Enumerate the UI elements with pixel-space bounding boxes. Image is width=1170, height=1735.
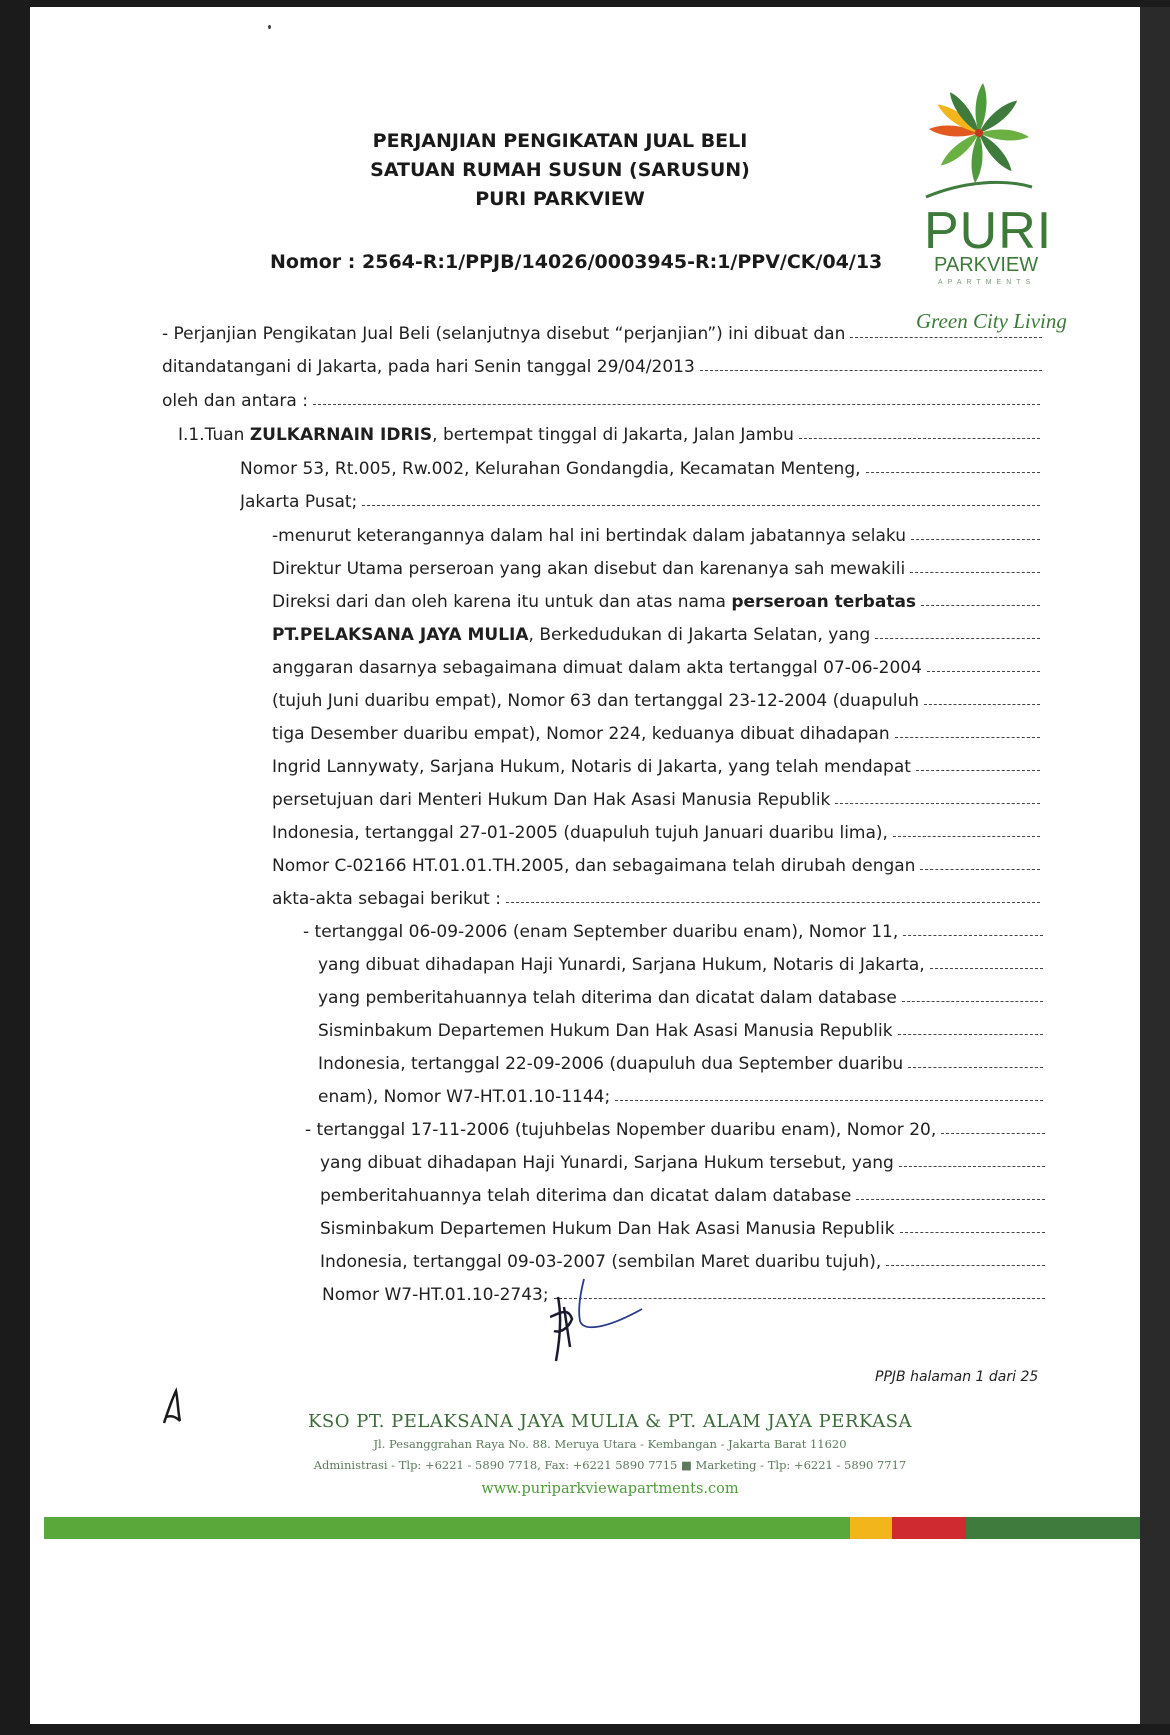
dash-fill — [875, 638, 1040, 639]
dash-fill — [927, 671, 1040, 672]
body-line — [272, 745, 1040, 777]
party-line-2: Nomor 53, Rt.005, Rw.002, Kelurahan Gondangdia, Kecamatan Menteng, — [240, 459, 861, 479]
dash-fill — [506, 902, 1040, 903]
capacity-line-11: Nomor C-02166 HT.01.01.TH.2005, dan sebagaimana telah dirubah dengan — [272, 856, 916, 876]
party-line-1 — [178, 425, 794, 445]
body-line — [178, 413, 1040, 445]
scan-speck — [268, 25, 271, 29]
dash-fill — [799, 438, 1040, 439]
dash-fill — [910, 572, 1040, 573]
logo-wordmark: PURI — [924, 202, 1053, 260]
dash-fill — [941, 1133, 1045, 1134]
footer — [300, 1410, 920, 1502]
body-line — [320, 1240, 1045, 1272]
body-line — [305, 1108, 1045, 1140]
amendment-1-line-1: - tertanggal 06-09-2006 (enam September duaribu enam), Nomor 11, — [303, 922, 899, 942]
dash-fill — [856, 1199, 1045, 1200]
body-line — [318, 943, 1043, 975]
amendment-1-line-5: Indonesia, tertanggal 22-09-2006 (duapuluh dua September duaribu — [318, 1054, 904, 1074]
body-line — [272, 877, 1040, 909]
intro-line-2: ditandatangani di Jakarta, pada hari Senin tanggal 29/04/2013 — [162, 357, 695, 377]
dash-fill — [924, 704, 1040, 705]
title-line-2: SATUAN RUMAH SUSUN (SARUSUN) — [370, 159, 750, 181]
dash-fill — [900, 1232, 1045, 1233]
amendment-2-line-6: Nomor W7-HT.01.10-2743; — [322, 1285, 549, 1305]
capacity-line-8: Ingrid Lannywaty, Sarjana Hukum, Notaris di Jakarta, yang telah mendapat — [272, 757, 911, 777]
capacity-line-5: anggaran dasarnya sebagaimana dimuat dalam akta tertanggal 07-06-2004 — [272, 658, 922, 678]
viewer-edge — [1140, 7, 1170, 1724]
dash-fill — [908, 1067, 1043, 1068]
dash-fill — [850, 337, 1042, 338]
dash-fill — [920, 869, 1040, 870]
capacity-line-4-b: , Berkedudukan di Jakarta Selatan, yang — [528, 625, 871, 645]
dash-fill — [835, 803, 1040, 804]
capacity-line-3 — [272, 592, 916, 612]
dash-fill — [916, 770, 1040, 771]
footer-stripe-dark-green — [966, 1517, 1140, 1539]
body-line — [320, 1174, 1045, 1206]
body-line — [318, 1009, 1043, 1041]
company-name: PT.PELAKSANA JAYA MULIA — [272, 625, 529, 645]
flower-logo-icon — [924, 77, 1034, 202]
amendment-2-line-2: yang dibuat dihadapan Haji Yunardi, Sarjana Hukum tersebut, yang — [320, 1153, 894, 1173]
dash-fill — [930, 968, 1043, 969]
footer-website[interactable]: www.puriparkviewapartments.com — [481, 1481, 739, 1497]
body-line — [272, 514, 1040, 546]
dash-fill — [902, 1001, 1043, 1002]
capacity-line-4 — [272, 625, 870, 645]
footer-stripe-red — [892, 1517, 966, 1539]
dash-fill — [895, 737, 1040, 738]
party-line-1-rest: , bertempat tinggal di Jakarta, Jalan Jambu — [432, 425, 794, 445]
document-page — [30, 7, 1140, 1724]
title-line-1: PERJANJIAN PENGIKATAN JUAL BELI — [372, 130, 748, 152]
logo-tagline: Green City Living — [916, 309, 1067, 333]
body-line — [272, 811, 1040, 843]
capacity-line-3-b: perseroan terbatas — [731, 592, 917, 612]
body-line — [162, 379, 1040, 411]
body-line — [303, 910, 1043, 942]
title-line-3: PURI PARKVIEW — [475, 188, 645, 210]
amendment-2-line-1: - tertanggal 17-11-2006 (tujuhbelas Nopember duaribu enam), Nomor 20, — [305, 1120, 937, 1140]
capacity-line-3-a: Direksi dari dan oleh karena itu untuk dan atas nama — [272, 592, 732, 612]
capacity-line-2: Direktur Utama perseroan yang akan disebut dan karenanya sah mewakili — [272, 559, 906, 579]
logo-subname: PARKVIEW — [934, 254, 1039, 276]
dash-fill — [866, 472, 1040, 473]
dash-fill — [903, 935, 1043, 936]
footer-contact: Administrasi - Tlp: +6221 - 5890 7718, Fax: +6221 5890 7715 ■ Marketing - Tlp: +6221 - 5890 7717 — [313, 1458, 907, 1472]
dash-fill — [313, 404, 1040, 405]
footer-company: KSO PT. PELAKSANA JAYA MULIA & PT. ALAM JAYA PERKASA — [307, 1411, 912, 1432]
signature-mark — [550, 1277, 670, 1372]
intro-line-1: - Perjanjian Pengikatan Jual Beli (selanjutnya disebut “perjanjian”) ini dibuat dan — [162, 324, 846, 344]
body-line — [272, 547, 1040, 579]
body-line — [240, 480, 1040, 512]
dash-fill — [899, 1166, 1045, 1167]
dash-fill — [362, 505, 1040, 506]
document-number: Nomor : 2564-R:1/PPJB/14026/0003945-R:1/PPV/CK/04/13 — [270, 251, 883, 273]
footer-address: Jl. Pesanggrahan Raya No. 88. Meruya Utara - Kembangan - Jakarta Barat 11620 — [373, 1437, 847, 1451]
capacity-line-7: tiga Desember duaribu empat), Nomor 224, keduanya dibuat dihadapan — [272, 724, 890, 744]
footer-stripe-green — [44, 1517, 850, 1539]
document-title — [330, 127, 790, 214]
amendment-1-line-3: yang pemberitahuannya telah diterima dan dicatat dalam database — [318, 988, 897, 1008]
dash-fill — [893, 836, 1040, 837]
initial-mark — [158, 1387, 188, 1427]
dash-fill — [911, 539, 1040, 540]
dash-fill — [615, 1100, 1043, 1101]
body-line — [272, 580, 1040, 612]
footer-stripe-yellow — [850, 1517, 892, 1539]
body-line — [162, 345, 1042, 377]
intro-line-3: oleh dan antara : — [162, 391, 308, 411]
body-line — [240, 447, 1040, 479]
capacity-line-9: persetujuan dari Menteri Hukum Dan Hak Asasi Manusia Republik — [272, 790, 831, 810]
amendment-1-line-4: Sisminbakum Departemen Hukum Dan Hak Asasi Manusia Republik — [318, 1021, 893, 1041]
capacity-line-1: -menurut keterangannya dalam hal ini bertindak dalam jabatannya selaku — [272, 526, 907, 546]
party-name: ZULKARNAIN IDRIS — [249, 425, 433, 445]
body-line — [272, 646, 1040, 678]
body-line — [272, 844, 1040, 876]
amendment-2-line-5: Indonesia, tertanggal 09-03-2007 (sembilan Maret duaribu tujuh), — [320, 1252, 882, 1272]
body-line — [320, 1141, 1045, 1173]
amendment-1-line-6: enam), Nomor W7-HT.01.10-1144; — [318, 1087, 611, 1107]
body-line — [318, 1042, 1043, 1074]
party-prefix: I.1.Tuan — [178, 425, 250, 445]
body-line — [322, 1273, 1045, 1305]
body-line — [320, 1207, 1045, 1239]
party-line-3: Jakarta Pusat; — [240, 492, 358, 512]
amendment-2-line-3: pemberitahuannya telah diterima dan dicatat dalam database — [320, 1186, 852, 1206]
body-line — [162, 312, 1042, 344]
body-line — [272, 613, 1040, 645]
dash-fill — [700, 370, 1042, 371]
capacity-line-12: akta-akta sebagai berikut : — [272, 889, 501, 909]
dash-fill — [898, 1034, 1043, 1035]
logo-apartments: APARTMENTS — [938, 279, 1036, 286]
dash-fill — [921, 605, 1040, 606]
amendment-1-line-2: yang dibuat dihadapan Haji Yunardi, Sarjana Hukum, Notaris di Jakarta, — [318, 955, 925, 975]
capacity-line-10: Indonesia, tertanggal 27-01-2005 (duapuluh tujuh Januari duaribu lima), — [272, 823, 888, 843]
puri-parkview-logo — [888, 77, 1067, 347]
body-line — [272, 679, 1040, 711]
body-line — [272, 778, 1040, 810]
capacity-line-6: (tujuh Juni duaribu empat), Nomor 63 dan tertanggal 23-12-2004 (duapuluh — [272, 691, 920, 711]
body-line — [318, 976, 1043, 1008]
dash-fill — [886, 1265, 1045, 1266]
body-line — [272, 712, 1040, 744]
page-number: PPJB halaman 1 dari 25 — [875, 1369, 1039, 1385]
amendment-2-line-4: Sisminbakum Departemen Hukum Dan Hak Asasi Manusia Republik — [320, 1219, 895, 1239]
body-line — [318, 1075, 1043, 1107]
